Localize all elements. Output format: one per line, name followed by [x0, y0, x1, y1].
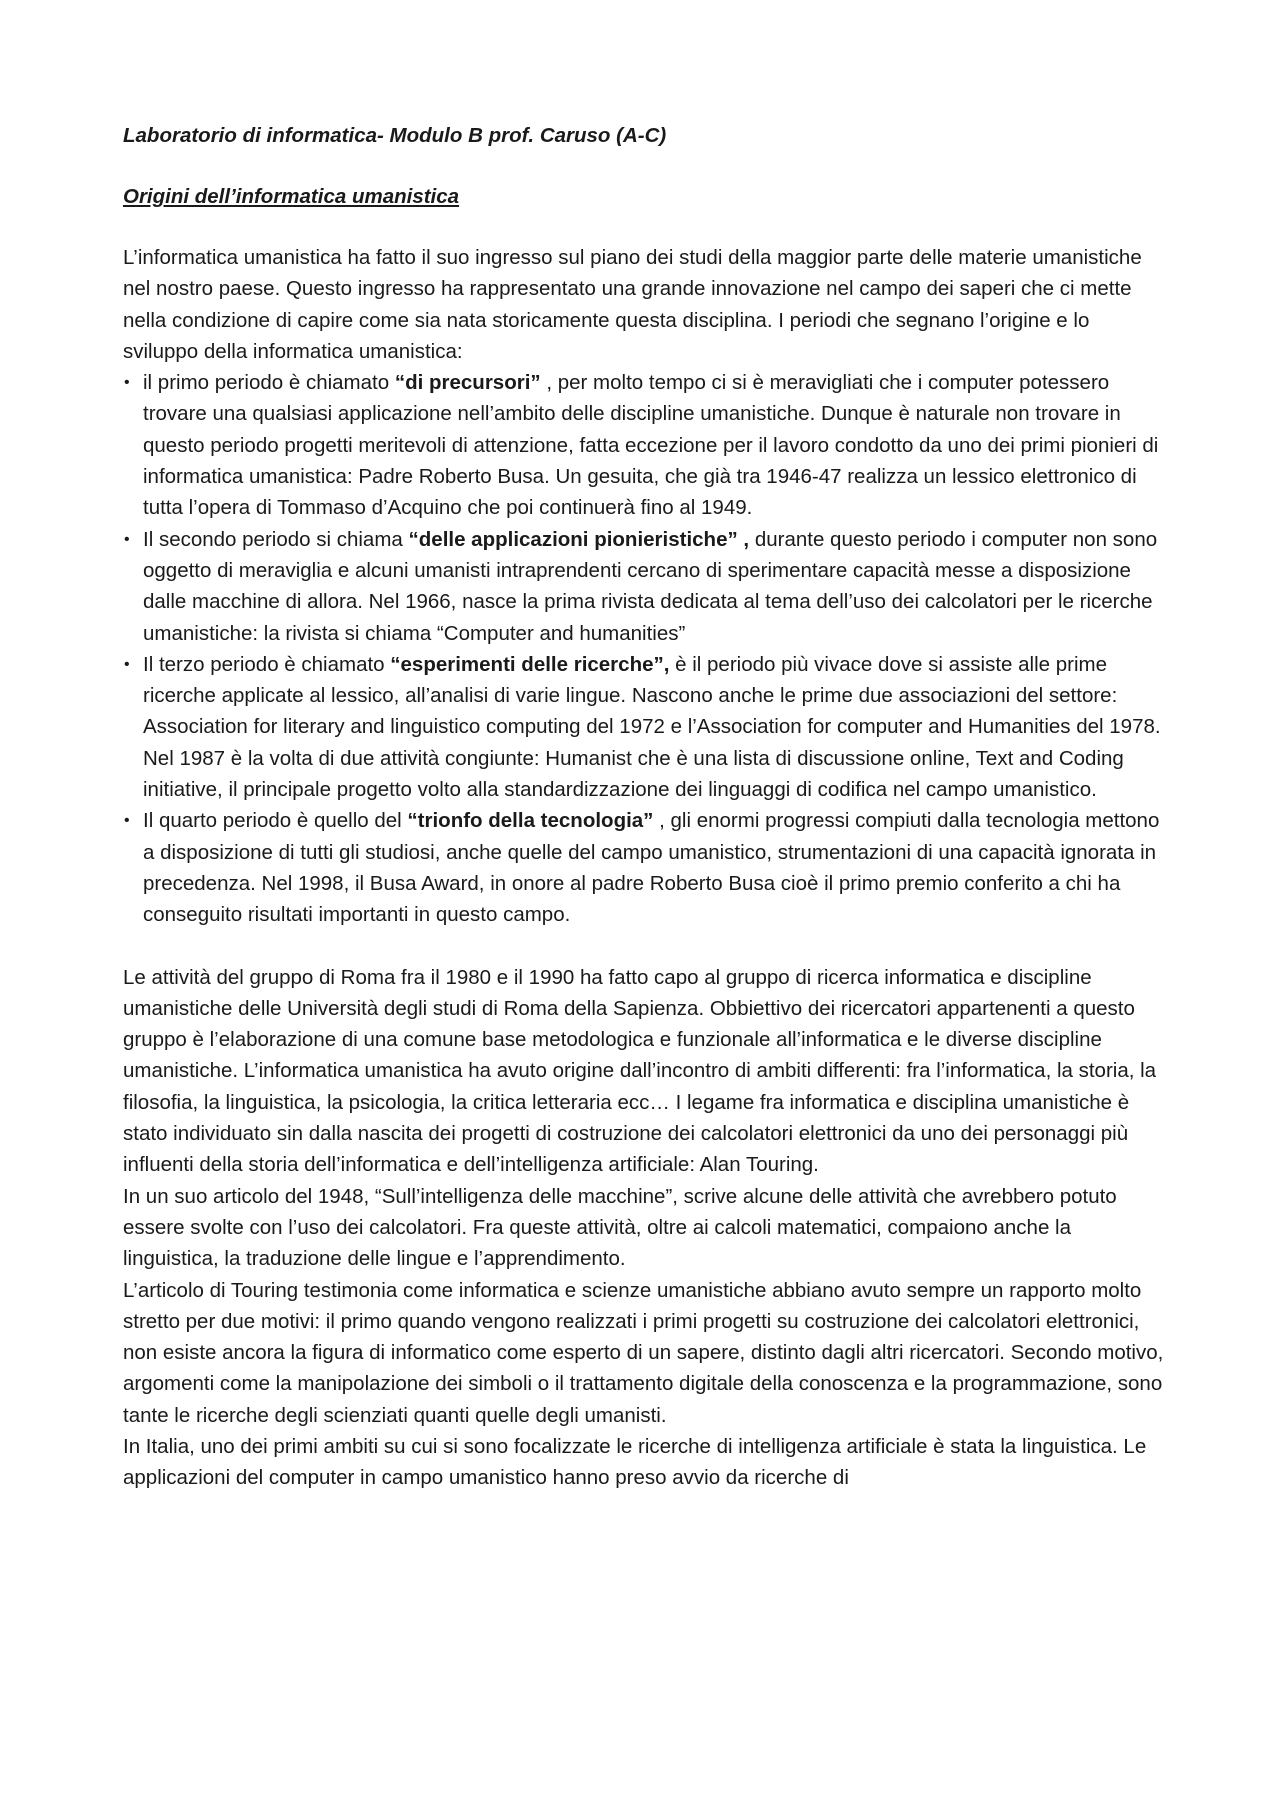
period-text: Il terzo periodo è chiamato	[143, 652, 391, 676]
body-paragraph: L’articolo di Touring testimonia come informatica e scienze umanistiche abbiano avuto sempre un rapporto molto stretto per due motivi: il primo quando vengono realizzati i primi progetti su costruzione dei calcolatori elettronici, non esiste ancora la figura di informatico come esperto di un sapere, distinto dagli altri ricercatori. Secondo motivo, argomenti come la manipolazione dei simboli o il trattamento digitale della conoscenza e la programmazione, sono tante le ricerche degli scienziati quanti quelle degli umanisti.	[123, 1278, 1164, 1427]
document-page	[123, 120, 1168, 1494]
section-title: Origini dell’informatica umanistica	[123, 185, 460, 208]
periods-list	[123, 367, 1168, 930]
body-paragraph: Le attività del gruppo di Roma fra il 1980 e il 1990 ha fatto capo al gruppo di ricerca informatica e discipline umanistiche delle Università degli studi di Roma della Sapienza. Obbiettivo dei ricercatori appartenenti a questo gruppo è l’elaborazione di una comune base metodologica e funzionale all’informatica e le diverse discipline umanistiche. L’informatica umanistica ha avuto origine dall’incontro di ambiti differenti: fra l’informatica, la storia, la filosofia, la linguistica, la psicologia, la critica letteraria ecc… I legame fra informatica e disciplina umanistiche è stato individuato sin dalla nascita dei progetti di costruzione dei calcolatori elettronici da uno dei personaggi più influenti della storia dell’informatica e dell’intelligenza artificiale: Alan Touring.	[123, 965, 1157, 1177]
document-title: Laboratorio di informatica- Modulo B prof. Caruso (A-C)	[123, 124, 667, 147]
period-name: “trionfo della tecnologia”	[407, 809, 654, 833]
period-text: il primo periodo è chiamato	[143, 371, 395, 395]
period-name: “esperimenti delle ricerche”,	[390, 652, 670, 676]
period-description: , gli enormi progressi compiuti dalla tecnologia mettono a disposizione di tutti gli studiosi, anche quelle del campo umanistico, strumentazioni di una capacità ignorata in precedenza. Nel 1998, il Busa Award, in onore al padre Roberto Busa cioè il primo premio conferito a chi ha conseguito risultati importanti in questo campo.	[143, 809, 1160, 927]
body-paragraph: In Italia, uno dei primi ambiti su cui si sono focalizzate le ricerche di intelligenza artificiale è stata la linguistica. Le applicazioni del computer in campo umanistico hanno preso avvio da ricerche di	[123, 1434, 1147, 1490]
body-text	[123, 962, 1168, 1494]
period-name: “di precursori”	[394, 371, 541, 395]
period-name: “delle applicazioni pionieristiche” ,	[408, 527, 750, 551]
list-item	[123, 805, 1168, 930]
intro-paragraph: L’informatica umanistica ha fatto il suo ingresso sul piano dei studi della maggior parte delle materie umanistiche nel nostro paese. Questo ingresso ha rappresentato una grande innovazione nel campo dei saperi che ci mette nella condizione di capire come sia nata storicamente questa disciplina. I periodi che segnano l’origine e lo sviluppo della informatica umanistica:	[123, 246, 1142, 363]
list-item	[123, 367, 1168, 523]
period-description: durante questo periodo i computer non sono oggetto di meraviglia e alcuni umanisti intraprendenti cercano di sperimentare capacità messe a disposizione dalle macchine di allora. Nel 1966, nasce la prima rivista dedicata al tema dell’uso dei calcolatori per le ricerche umanistiche: la rivista si chiama “Computer and humanities”	[143, 527, 1158, 645]
list-item	[123, 649, 1168, 805]
period-text: Il secondo periodo si chiama	[143, 527, 409, 551]
list-item	[123, 524, 1168, 649]
body-paragraph: In un suo articolo del 1948, “Sull’intelligenza delle macchine”, scrive alcune delle attività che avrebbero potuto essere svolte con l’uso dei calcolatori. Fra queste attività, oltre ai calcoli matematici, compaiono anche la linguistica, la traduzione delle lingue e l’apprendimento.	[123, 1184, 1117, 1271]
period-text: Il quarto periodo è quello del	[143, 809, 408, 833]
period-description: è il periodo più vivace dove si assiste alle prime ricerche applicate al lessico, all’analisi di varie lingue. Nascono anche le prime due associazioni del settore: Association for literary and linguistico computing del 1972 e l’Association for computer and Humanities del 1978. Nel 1987 è la volta di due attività congiunte: Humanist che è una lista di discussione online, Text and Coding initiative, il principale progetto volto alla standardizzazione dei linguaggi di codifica nel campo umanistico.	[143, 652, 1161, 802]
period-description: , per molto tempo ci si è meravigliati che i computer potessero trovare una qualsiasi applicazione nell’ambito delle discipline umanistiche. Dunque è naturale non trovare in questo periodo progetti meritevoli di attenzione, fatta eccezione per il lavoro condotto da uno dei primi pionieri di informatica umanistica: Padre Roberto Busa. Un gesuita, che già tra 1946-47 realizza un lessico elettronico di tutta l’opera di Tommaso d’Acquino che poi continuerà fino al 1949.	[143, 371, 1159, 520]
